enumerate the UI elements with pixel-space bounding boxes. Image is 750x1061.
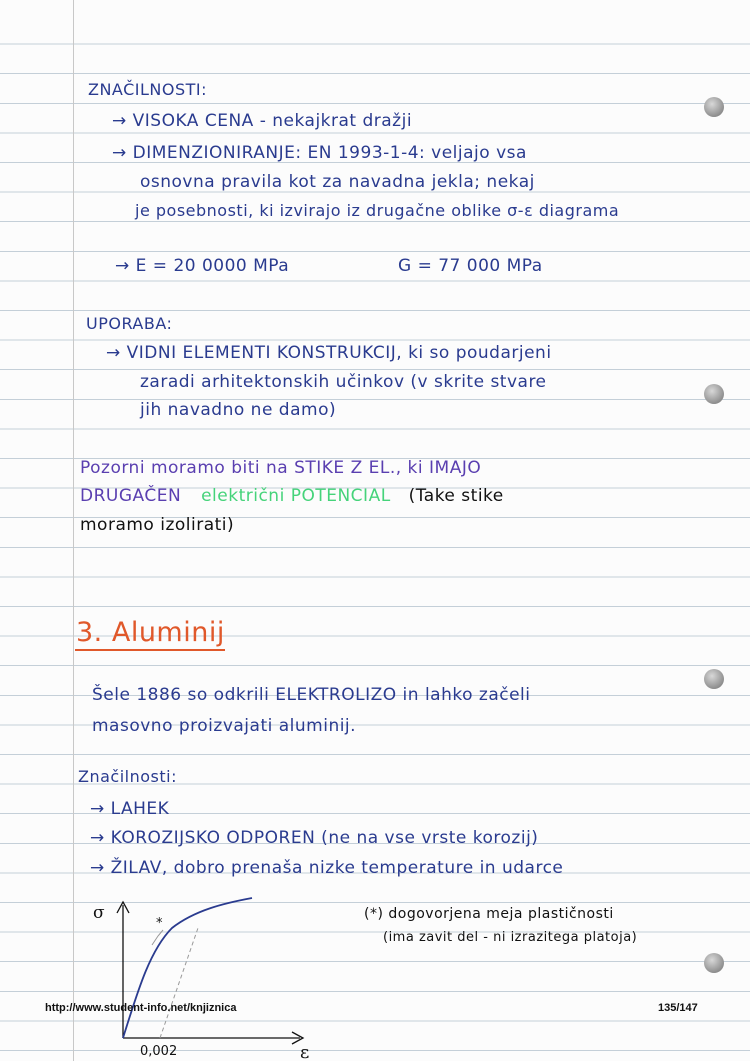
note-highlight: električni POTENCIAL <box>201 486 391 506</box>
list-item-continuation: zaradi arhitektonskih učinkov (v skrite stvare <box>140 372 547 392</box>
list-item-continuation: jih navadno ne damo) <box>140 400 337 420</box>
stress-strain-curve <box>123 898 252 1038</box>
paragraph-line: Šele 1886 so odkrili ELEKTROLIZO in lahko začeli <box>92 685 531 705</box>
list-item: → KOROZIJSKO ODPOREN (ne na vse vrste korozij) <box>90 828 539 848</box>
note-word: DRUGAČEN <box>80 486 182 506</box>
graph-annotation: (ima zavit del - ni izrazitega platoja) <box>383 930 638 945</box>
footer-url: http://www.student-info.net/knjiznica <box>45 1002 237 1014</box>
page-number: 135/147 <box>658 1002 698 1014</box>
paragraph-line: masovno proizvajati aluminij. <box>92 716 357 736</box>
offset-line <box>160 928 198 1038</box>
note-line: moramo izolirati) <box>80 515 235 535</box>
list-item: → DIMENZIONIRANJE: EN 1993-1-4: veljajo vsa <box>112 143 527 163</box>
list-item: → ŽILAV, dobro prenaša nizke temperature in udarce <box>90 858 564 878</box>
modulus-g: G = 77 000 MPa <box>398 256 543 276</box>
section-heading: Značilnosti: <box>78 767 177 786</box>
x-axis-label: ε <box>300 1042 310 1061</box>
note-line: Pozorni moramo biti na STIKE Z EL., ki IMAJO <box>80 458 482 478</box>
list-item: → VIDNI ELEMENTI KONSTRUKCIJ, ki so poudarjeni <box>106 343 552 363</box>
section-heading: ZNAČILNOSTI: <box>88 80 207 99</box>
list-item-continuation: je posebnosti, ki izvirajo iz drugačne oblike σ-ε diagrama <box>135 201 620 220</box>
section-heading: UPORABA: <box>86 314 173 333</box>
section-title: 3. Aluminij <box>76 617 225 648</box>
x-tick-label: 0,002 <box>140 1044 178 1059</box>
y-axis-label: σ <box>93 903 105 923</box>
note-word: (Take stike <box>408 486 504 506</box>
graph-annotation: (*) dogovorjena meja plastičnosti <box>364 906 614 922</box>
list-item: → VISOKA CENA - nekajkrat dražji <box>112 111 413 131</box>
yield-marker: * <box>156 916 163 931</box>
modulus-e: → E = 20 0000 MPa <box>115 256 290 276</box>
list-item: → LAHEK <box>90 799 170 819</box>
list-item-continuation: osnovna pravila kot za navadna jekla; nekaj <box>140 172 535 192</box>
